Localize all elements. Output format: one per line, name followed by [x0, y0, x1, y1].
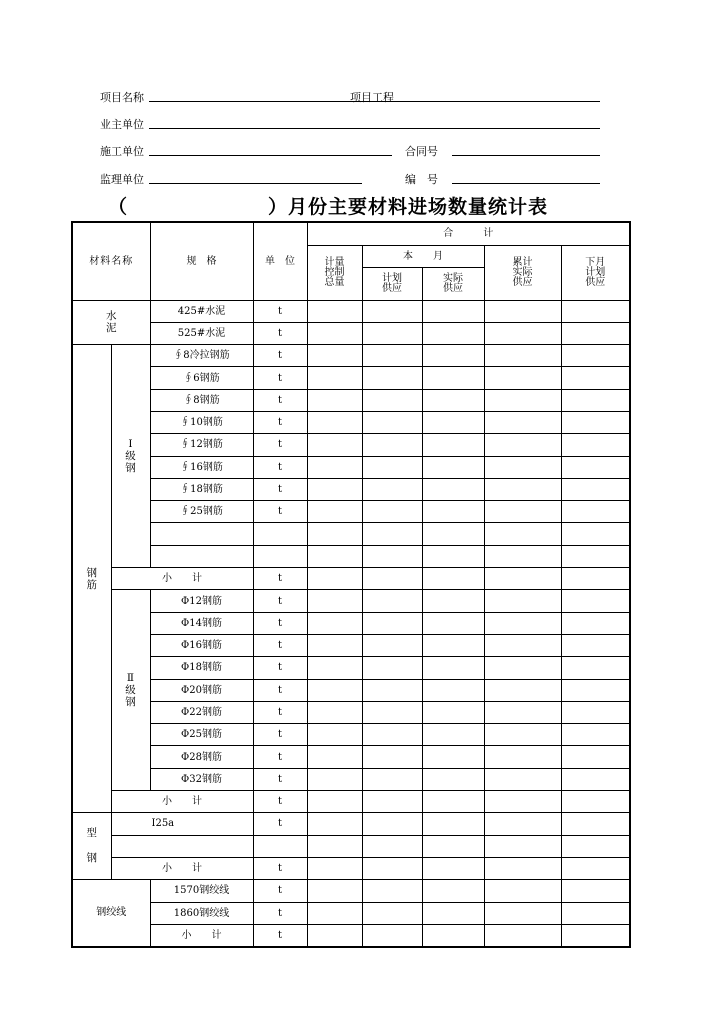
- data-cell[interactable]: [561, 434, 630, 456]
- spec-cell: ∮6钢筋: [150, 367, 253, 389]
- data-cell[interactable]: [307, 657, 362, 679]
- subtotal-label: 小 计: [111, 568, 253, 590]
- strand-label: 钢绞线: [72, 880, 150, 947]
- owner-label: 业主单位: [100, 118, 144, 131]
- spec-cell: ∮18钢筋: [150, 478, 253, 500]
- spec-cell: 525#水泥: [150, 322, 253, 344]
- data-cell[interactable]: [362, 478, 422, 500]
- data-cell[interactable]: [484, 924, 561, 946]
- table-row: [72, 367, 630, 389]
- data-cell[interactable]: [422, 568, 484, 590]
- data-cell[interactable]: [307, 367, 362, 389]
- spec-cell: ∮25钢筋: [150, 501, 253, 523]
- table-row: [72, 568, 630, 590]
- table-row: [72, 545, 630, 567]
- unit-cell: t: [253, 880, 307, 902]
- table-row: [72, 880, 630, 902]
- spec-cell: ∮8钢筋: [150, 389, 253, 411]
- data-cell[interactable]: [362, 300, 422, 322]
- data-cell[interactable]: [307, 768, 362, 790]
- data-cell[interactable]: [422, 367, 484, 389]
- section-steel-label-top: 型: [86, 827, 97, 840]
- table-row: [72, 322, 630, 344]
- spec-cell: I25a: [111, 813, 253, 835]
- table-row: [72, 634, 630, 656]
- header-material: 材料名称: [72, 222, 150, 300]
- header-this-month: 本 月: [362, 245, 484, 267]
- data-cell[interactable]: [484, 634, 561, 656]
- data-cell[interactable]: [422, 322, 484, 344]
- table-row: [72, 434, 630, 456]
- header-cumulative-actual: 累计 实际 供应: [484, 245, 561, 300]
- data-cell[interactable]: [561, 791, 630, 813]
- data-cell[interactable]: [422, 791, 484, 813]
- data-cell[interactable]: [362, 746, 422, 768]
- unit-cell: t: [253, 568, 307, 590]
- header-spec: 规 格: [150, 222, 253, 300]
- data-cell[interactable]: [307, 300, 362, 322]
- grade2-label: Ⅱ 级 钢: [111, 590, 150, 791]
- data-cell[interactable]: [307, 746, 362, 768]
- unit-cell: t: [253, 724, 307, 746]
- data-cell[interactable]: [307, 857, 362, 879]
- spec-cell: Φ12钢筋: [150, 590, 253, 612]
- data-cell[interactable]: [422, 590, 484, 612]
- table-row: [72, 701, 630, 723]
- table-row: [72, 456, 630, 478]
- data-cell[interactable]: [561, 701, 630, 723]
- data-cell[interactable]: [362, 456, 422, 478]
- data-cell[interactable]: [561, 456, 630, 478]
- data-cell[interactable]: [422, 679, 484, 701]
- spec-cell: ∮10钢筋: [150, 411, 253, 433]
- unit-cell: t: [253, 857, 307, 879]
- table-row: [72, 657, 630, 679]
- table-row: [72, 590, 630, 612]
- data-cell[interactable]: [484, 902, 561, 924]
- table-row: [72, 523, 630, 545]
- data-cell[interactable]: [561, 902, 630, 924]
- data-cell[interactable]: [484, 612, 561, 634]
- data-cell[interactable]: [362, 902, 422, 924]
- data-cell[interactable]: [307, 434, 362, 456]
- data-cell[interactable]: [484, 434, 561, 456]
- table-row: [72, 813, 630, 835]
- unit-cell: t: [253, 322, 307, 344]
- data-cell[interactable]: [422, 434, 484, 456]
- data-cell[interactable]: [362, 612, 422, 634]
- data-cell[interactable]: [561, 924, 630, 946]
- grade1-label: Ⅰ 级 钢: [111, 345, 150, 568]
- project-name-value: 项目工程: [350, 91, 394, 104]
- table-row: [72, 835, 630, 857]
- unit-cell: t: [253, 612, 307, 634]
- data-cell[interactable]: [484, 389, 561, 411]
- data-cell[interactable]: [362, 568, 422, 590]
- unit-cell: t: [253, 478, 307, 500]
- spec-cell: ∮8冷拉钢筋: [150, 345, 253, 367]
- data-cell[interactable]: [484, 701, 561, 723]
- data-cell[interactable]: [484, 501, 561, 523]
- data-cell[interactable]: [561, 724, 630, 746]
- subtotal-label: 小 计: [111, 857, 253, 879]
- rebar-label: 钢 筋: [72, 345, 111, 813]
- table-row: [72, 924, 630, 946]
- data-cell[interactable]: [561, 345, 630, 367]
- spec-cell: [111, 835, 253, 857]
- data-cell[interactable]: [561, 857, 630, 879]
- spec-cell: Φ14钢筋: [150, 612, 253, 634]
- data-cell[interactable]: [307, 389, 362, 411]
- data-cell[interactable]: [561, 746, 630, 768]
- unit-cell: t: [253, 300, 307, 322]
- data-cell[interactable]: [362, 857, 422, 879]
- data-cell[interactable]: [307, 478, 362, 500]
- data-cell[interactable]: [422, 456, 484, 478]
- data-cell[interactable]: [307, 679, 362, 701]
- unit-cell: t: [253, 434, 307, 456]
- data-cell[interactable]: [422, 924, 484, 946]
- unit-cell: [253, 835, 307, 857]
- spec-cell: 425#水泥: [150, 300, 253, 322]
- data-cell[interactable]: [307, 322, 362, 344]
- data-cell[interactable]: [362, 724, 422, 746]
- data-cell[interactable]: [422, 835, 484, 857]
- data-cell[interactable]: [561, 880, 630, 902]
- table-row: [72, 746, 630, 768]
- data-cell[interactable]: [561, 367, 630, 389]
- data-cell[interactable]: [362, 523, 422, 545]
- spec-cell: 1570钢绞线: [150, 880, 253, 902]
- data-cell[interactable]: [362, 634, 422, 656]
- data-cell[interactable]: [422, 768, 484, 790]
- unit-cell: [253, 545, 307, 567]
- data-cell[interactable]: [362, 924, 422, 946]
- supervisor-field[interactable]: [149, 183, 362, 184]
- table-row: [72, 679, 630, 701]
- data-cell[interactable]: [422, 657, 484, 679]
- unit-cell: t: [253, 701, 307, 723]
- data-cell[interactable]: [422, 857, 484, 879]
- spec-cell: [150, 523, 253, 545]
- project-name-label: 项目名称: [100, 91, 144, 104]
- data-cell[interactable]: [484, 724, 561, 746]
- data-cell[interactable]: [484, 523, 561, 545]
- data-cell[interactable]: [484, 813, 561, 835]
- data-cell[interactable]: [561, 389, 630, 411]
- data-cell[interactable]: [307, 545, 362, 567]
- data-cell[interactable]: [362, 701, 422, 723]
- data-cell[interactable]: [484, 746, 561, 768]
- data-cell[interactable]: [307, 701, 362, 723]
- spec-cell: Φ20钢筋: [150, 679, 253, 701]
- data-cell[interactable]: [362, 501, 422, 523]
- data-cell[interactable]: [362, 835, 422, 857]
- data-cell[interactable]: [307, 634, 362, 656]
- data-cell[interactable]: [484, 880, 561, 902]
- data-cell[interactable]: [362, 657, 422, 679]
- data-cell[interactable]: [422, 523, 484, 545]
- unit-cell: t: [253, 679, 307, 701]
- table-row: [72, 857, 630, 879]
- material-stats-table: [71, 221, 631, 948]
- table-row: [72, 389, 630, 411]
- header-actual-supply: 实际 供应: [422, 267, 484, 300]
- table-row: [72, 902, 630, 924]
- spec-cell: Φ16钢筋: [150, 634, 253, 656]
- data-cell[interactable]: [422, 880, 484, 902]
- data-cell[interactable]: [362, 590, 422, 612]
- data-cell[interactable]: [484, 545, 561, 567]
- data-cell[interactable]: [362, 679, 422, 701]
- table-row: [72, 612, 630, 634]
- data-cell[interactable]: [484, 657, 561, 679]
- data-cell[interactable]: [307, 523, 362, 545]
- data-cell[interactable]: [422, 612, 484, 634]
- section-steel-label: [72, 813, 111, 880]
- data-cell[interactable]: [484, 768, 561, 790]
- data-cell[interactable]: [362, 768, 422, 790]
- data-cell[interactable]: [422, 813, 484, 835]
- table-row: [72, 791, 630, 813]
- data-cell[interactable]: [561, 590, 630, 612]
- contract-no-field[interactable]: [452, 155, 600, 156]
- data-cell[interactable]: [561, 501, 630, 523]
- data-cell[interactable]: [307, 880, 362, 902]
- data-cell[interactable]: [307, 568, 362, 590]
- data-cell[interactable]: [362, 813, 422, 835]
- data-cell[interactable]: [307, 501, 362, 523]
- data-cell[interactable]: [362, 389, 422, 411]
- page-title: [108, 192, 548, 219]
- data-cell[interactable]: [307, 612, 362, 634]
- unit-cell: t: [253, 590, 307, 612]
- data-cell[interactable]: [484, 791, 561, 813]
- table-row: [72, 478, 630, 500]
- data-cell[interactable]: [561, 568, 630, 590]
- unit-cell: t: [253, 746, 307, 768]
- spec-cell: ∮16钢筋: [150, 456, 253, 478]
- data-cell[interactable]: [422, 411, 484, 433]
- data-cell[interactable]: [422, 389, 484, 411]
- data-cell[interactable]: [561, 768, 630, 790]
- data-cell[interactable]: [484, 322, 561, 344]
- table-row: [72, 501, 630, 523]
- subtotal-label: 小 计: [111, 791, 253, 813]
- data-cell[interactable]: [362, 880, 422, 902]
- data-cell[interactable]: [307, 813, 362, 835]
- table-row: [72, 345, 630, 367]
- data-cell[interactable]: [561, 545, 630, 567]
- data-cell[interactable]: [561, 322, 630, 344]
- data-cell[interactable]: [362, 411, 422, 433]
- owner-field[interactable]: [149, 128, 600, 129]
- data-cell[interactable]: [484, 857, 561, 879]
- header-plan-supply: 计划 供应: [362, 267, 422, 300]
- header-next-month-plan: 下月 计划 供应: [561, 245, 630, 300]
- unit-cell: t: [253, 902, 307, 924]
- subtotal-label: 小 计: [150, 924, 253, 946]
- data-cell[interactable]: [422, 634, 484, 656]
- data-cell[interactable]: [422, 701, 484, 723]
- data-cell[interactable]: [561, 634, 630, 656]
- data-cell[interactable]: [307, 924, 362, 946]
- data-cell[interactable]: [362, 791, 422, 813]
- data-cell[interactable]: [362, 345, 422, 367]
- data-cell[interactable]: [484, 835, 561, 857]
- data-cell[interactable]: [484, 300, 561, 322]
- data-cell[interactable]: [561, 657, 630, 679]
- data-cell[interactable]: [484, 345, 561, 367]
- spec-cell: Φ18钢筋: [150, 657, 253, 679]
- data-cell[interactable]: [307, 791, 362, 813]
- data-cell[interactable]: [422, 902, 484, 924]
- data-cell[interactable]: [422, 724, 484, 746]
- data-cell[interactable]: [362, 322, 422, 344]
- spec-cell: Φ28钢筋: [150, 746, 253, 768]
- data-cell[interactable]: [484, 456, 561, 478]
- data-cell[interactable]: [362, 367, 422, 389]
- header-measure-control: 计量 控制 总量: [307, 245, 362, 300]
- table-row: [72, 724, 630, 746]
- data-cell[interactable]: [561, 835, 630, 857]
- data-cell[interactable]: [561, 300, 630, 322]
- data-cell[interactable]: [484, 367, 561, 389]
- title-text: ）月份主要材料进场数量统计表: [268, 196, 549, 218]
- unit-cell: t: [253, 411, 307, 433]
- spec-cell: Φ32钢筋: [150, 768, 253, 790]
- contractor-field[interactable]: [149, 155, 392, 156]
- unit-cell: t: [253, 389, 307, 411]
- serial-field[interactable]: [452, 183, 600, 184]
- data-cell[interactable]: [561, 679, 630, 701]
- data-cell[interactable]: [561, 612, 630, 634]
- unit-cell: t: [253, 456, 307, 478]
- data-cell[interactable]: [422, 501, 484, 523]
- unit-cell: t: [253, 657, 307, 679]
- data-cell[interactable]: [561, 523, 630, 545]
- title-open-paren: （: [108, 196, 129, 218]
- cement-label: 水 泥: [72, 300, 150, 345]
- data-cell[interactable]: [561, 813, 630, 835]
- header-unit: 单 位: [253, 222, 307, 300]
- contractor-label: 施工单位: [100, 145, 144, 158]
- data-cell[interactable]: [307, 456, 362, 478]
- data-cell[interactable]: [484, 478, 561, 500]
- data-cell[interactable]: [307, 835, 362, 857]
- unit-cell: t: [253, 367, 307, 389]
- spec-cell: 1860钢绞线: [150, 902, 253, 924]
- table-row: [72, 768, 630, 790]
- data-cell[interactable]: [422, 478, 484, 500]
- unit-cell: t: [253, 768, 307, 790]
- data-cell[interactable]: [362, 545, 422, 567]
- data-cell[interactable]: [561, 478, 630, 500]
- data-cell[interactable]: [307, 345, 362, 367]
- unit-cell: t: [253, 634, 307, 656]
- supervisor-label: 监理单位: [100, 173, 144, 186]
- data-cell[interactable]: [307, 590, 362, 612]
- table-row: [72, 300, 630, 322]
- unit-cell: t: [253, 501, 307, 523]
- spec-cell: Φ22钢筋: [150, 701, 253, 723]
- spec-cell: Φ25钢筋: [150, 724, 253, 746]
- section-steel-label-bottom: 钢: [86, 852, 97, 865]
- unit-cell: t: [253, 791, 307, 813]
- data-cell[interactable]: [422, 746, 484, 768]
- data-cell[interactable]: [484, 679, 561, 701]
- data-cell[interactable]: [362, 434, 422, 456]
- data-cell[interactable]: [307, 724, 362, 746]
- serial-label: 编 号: [405, 173, 438, 186]
- spec-cell: [150, 545, 253, 567]
- spec-cell: ∮12钢筋: [150, 434, 253, 456]
- data-cell[interactable]: [307, 902, 362, 924]
- data-cell[interactable]: [307, 411, 362, 433]
- unit-cell: t: [253, 924, 307, 946]
- header-total: 合 计: [307, 222, 630, 245]
- contract-no-label: 合同号: [405, 145, 438, 158]
- data-cell[interactable]: [484, 568, 561, 590]
- table-row: [72, 411, 630, 433]
- data-cell[interactable]: [484, 590, 561, 612]
- data-cell[interactable]: [422, 300, 484, 322]
- data-cell[interactable]: [561, 411, 630, 433]
- unit-cell: t: [253, 813, 307, 835]
- data-cell[interactable]: [484, 411, 561, 433]
- data-cell[interactable]: [422, 345, 484, 367]
- data-cell[interactable]: [422, 545, 484, 567]
- unit-cell: [253, 523, 307, 545]
- unit-cell: t: [253, 345, 307, 367]
